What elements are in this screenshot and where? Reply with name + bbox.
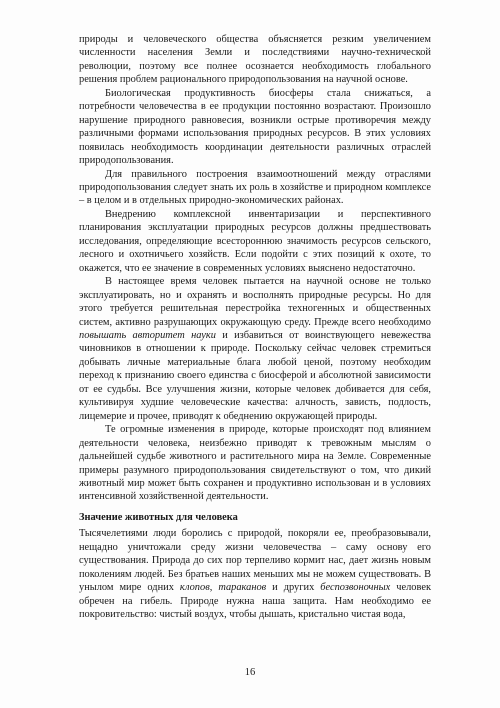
text-run: и других [266,582,321,594]
paragraph: Внедрению комплексной инвентаризации и перспективного планирования эксплуатации природных ресурсов должны предшествовать исследования, определяющие всестороннюю значимость ресурсов сельского, лесного и охотничьего хозяйств. Если подойти с этих позиций к охоте, то окажется, что ее значение в современных условиях выяснено недостаточно. [79,208,431,274]
paragraph: Для правильного построения взаимоотношений между отраслями природопользования следует знать их роль в хозяйстве и природном комплексе – в целом и в отдельных природно-экономических районах. [79,168,431,207]
emphasized-text: клопов [179,582,210,594]
emphasized-text: тараканов [218,582,267,594]
body-text [79,33,431,621]
paragraph-with-emphasis [79,527,431,621]
section-heading: Значение животных для человека [79,511,238,523]
paragraph: Биологическая продуктивность биосферы стала снижаться, а потребности человечества в ее продукции постоянно возрастают. Произошло нарушение природного равновесия, возникли острые противоречия между различными формами использования природных ресурсов. В этих условиях появилась необходимость координации деятельности различных отраслей природопользования. [79,87,431,167]
text-run: и избавиться от воинствующего невежества чиновников в отношении к природе. Поскольку сейчас человек стремиться добывать личные материальные блага любой ценой, поэтому необходим переход к признанию своего единства с биосферой и абсолютной зависимости от ее судьбы. Все улучшения жизни, которые человек добивается для себя, культивируя худшие человеческие качества: алчность, зависть, подлость, лицемерие и прочее, приводят к обеднению окружающей природы. [79,329,431,422]
paragraph-with-emphasis [79,275,431,423]
page-number: 16 [244,667,256,678]
text-run: человек обречен на гибель. Природе нужна наша защита. Нам необходимо ее покровительство: чистый воздух, чтобы дышать, кристально чистая вода, [79,582,432,621]
text-run: Тысячелетиями люди боролись с природой, покоряли ее, преобразовывали, нещадно уничтожали среду жизни человечества – саму основу его существования. Природа до сих пор терпеливо кормит нас, дает жизнь новым поколениям людей. Без братьев наших меньших мы не можем существовать. В унылом мире одних [79,528,431,594]
emphasized-text: повышать авторитет науки [79,329,216,341]
paragraph: Те огромные изменения в природе, которые происходят под влиянием деятельности человека, неизбежно приводят к тревожным мыслям о дальнейшей судьбе животного и растительного мира на Земле. Современные примеры разумного природопользования свидетельствуют о том, что дикий животный мир может быть сохранен и продуктивно использован и в условиях интенсивной хозяйственной деятельности. [79,424,431,503]
text-run: В настоящее время человек пытается на научной основе не только эксплуатировать, но и охранять и восполнять природные ресурсы. Но для этого требуется решительная перестройка техногенных и общественных систем, активно разрушающих окружающую среду. Прежде всего необходимо [79,276,431,328]
text-run: , [209,582,219,594]
emphasized-text: беспозвоночных [320,582,391,594]
paragraph: природы и человеческого общества объясняется резким увеличением численности населения Земли и последствиями научно-технической революции, поэтому все полнее осознается необходимость глобального решения проблем рационального природопользования на научной основе. [79,34,431,86]
